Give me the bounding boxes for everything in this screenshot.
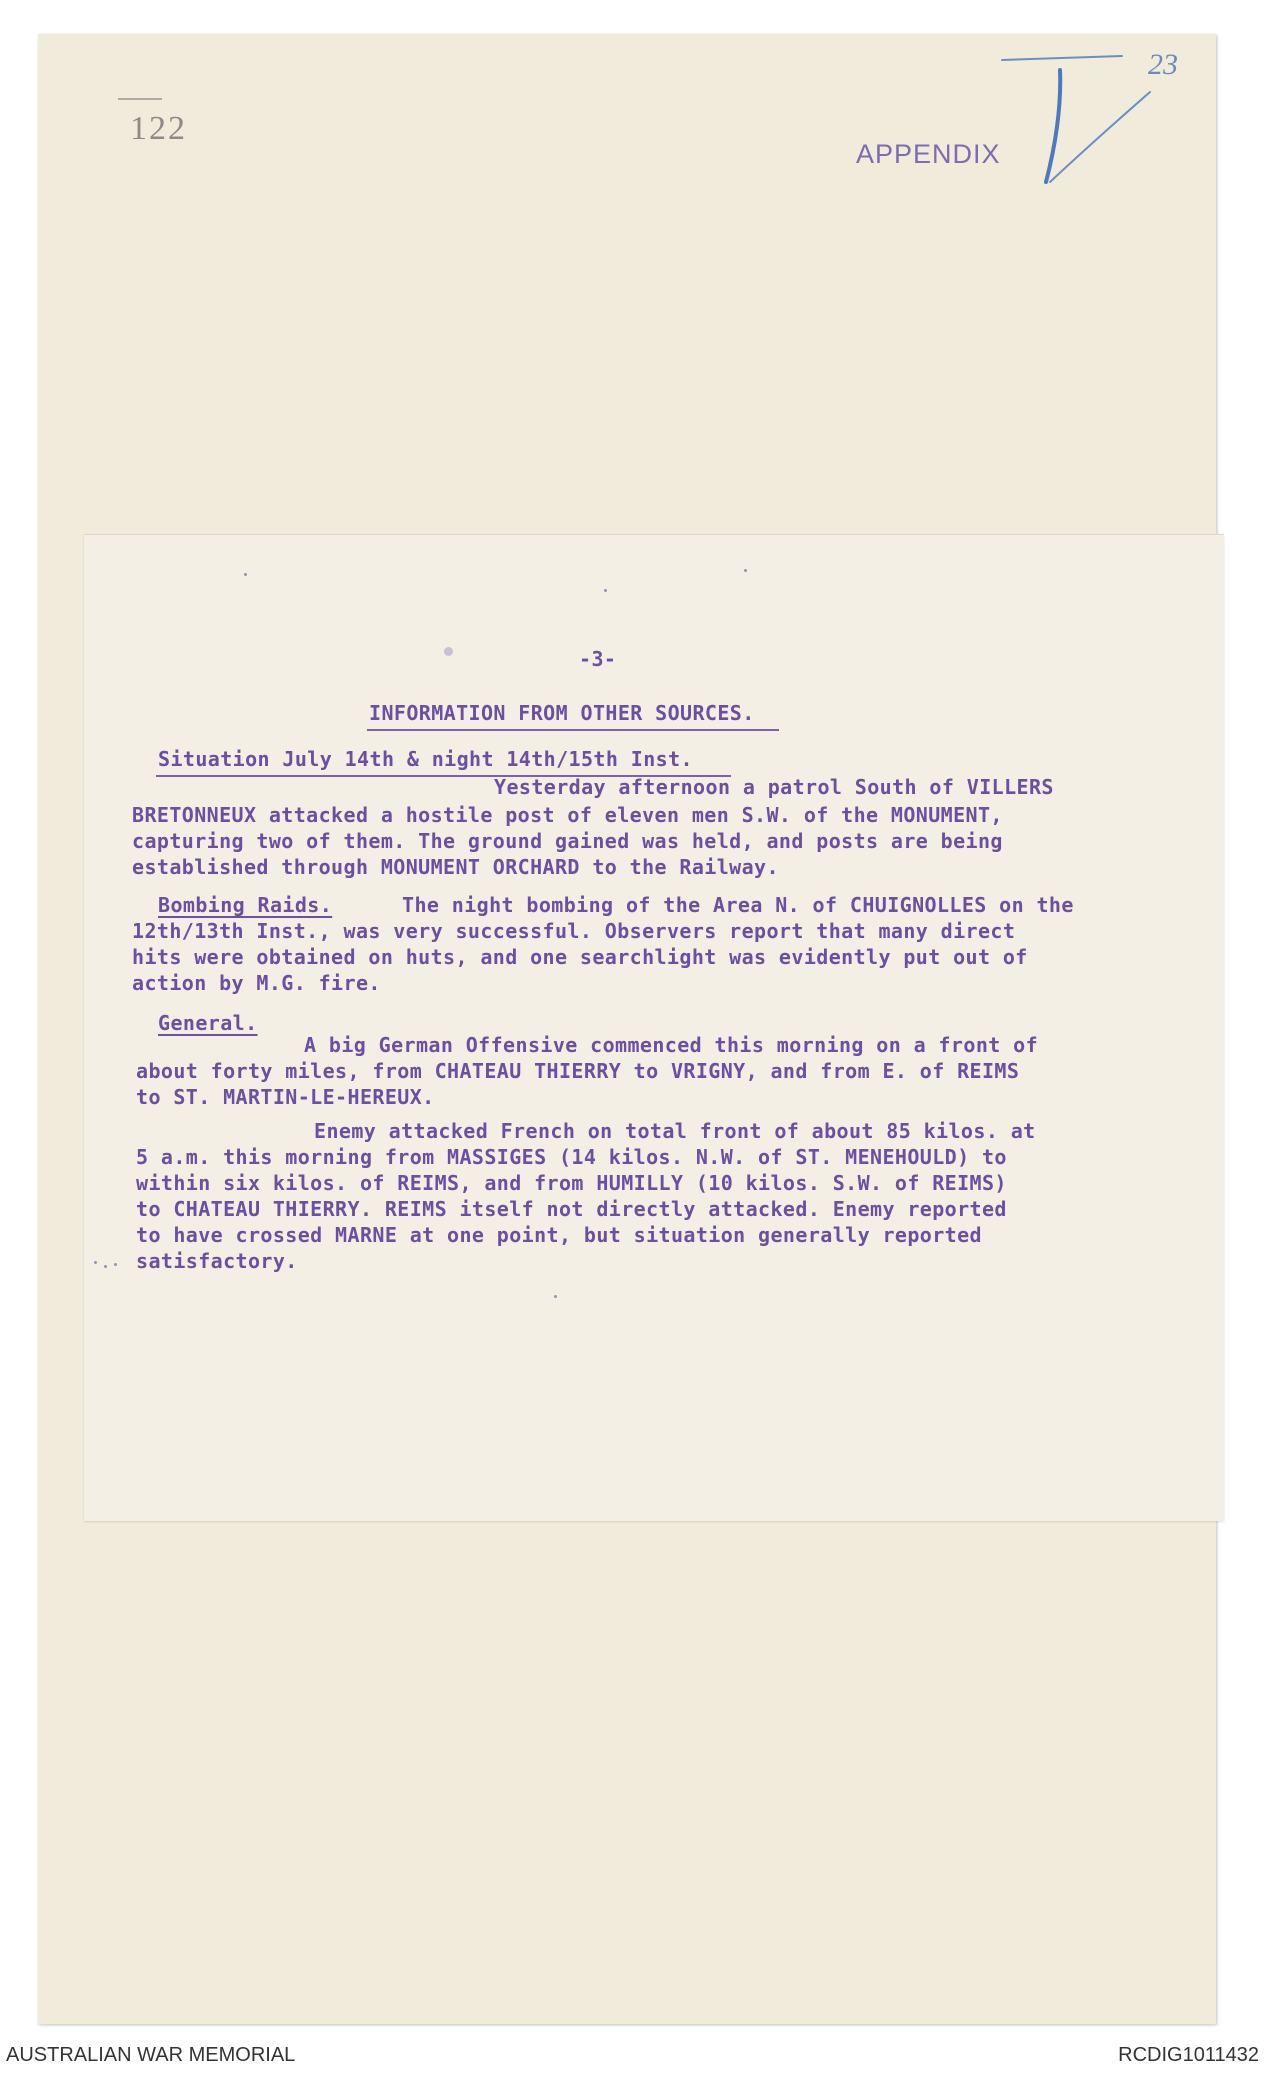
situation-line: BRETONNEUX attacked a hostile post of eleven men S.W. of the MONUMENT, [132,803,1003,827]
situation-line: Yesterday afternoon a patrol South of VILLERS [494,775,1054,799]
situation-line: established through MONUMENT ORCHARD to the Railway. [132,855,779,879]
general-line: about forty miles, from CHATEAU THIERRY to VRIGNY, and from E. of REIMS [136,1059,1020,1083]
general-line: satisfactory. [136,1249,298,1273]
ink-speck [114,1263,117,1266]
handwritten-roman-mark [1000,50,1200,190]
page-marker: -3- [579,647,617,671]
situation-title: Situation July 14th & night 14th/15th Inst. [158,747,693,771]
ink-speck [744,569,747,572]
ink-speck [554,1295,557,1298]
general-line: to ST. MARTIN-LE-HEREUX. [136,1085,435,1109]
heading-underline [367,729,779,731]
folio-dash [118,98,162,100]
bombing-line: hits were obtained on huts, and one searchlight was evidently put out of [132,945,1028,969]
bombing-title: Bombing Raids. [158,893,333,917]
bombing-line: The night bombing of the Area N. of CHUIGNOLLES on the [402,893,1074,917]
bombing-line: action by M.G. fire. [132,971,381,995]
general-line: to have crossed MARNE at one point, but situation generally reported [136,1223,982,1247]
general-line: Enemy attacked French on total front of about 85 kilos. at [314,1119,1036,1143]
ink-speck [104,1265,107,1268]
appendix-stamp: APPENDIX [856,139,1001,169]
archive-reference: RCDIG1011432 [1118,2044,1259,2066]
ink-speck [604,589,607,592]
bombing-line: 12th/13th Inst., was very successful. Observers report that many direct [132,919,1016,943]
ink-speck [244,573,247,576]
general-line: 5 a.m. this morning from MASSIGES (14 kilos. N.W. of ST. MENEHOULD) to [136,1145,1007,1169]
typed-slip [84,534,1224,1521]
general-line: within six kilos. of REIMS, and from HUMILLY (10 kilos. S.W. of REIMS) [136,1171,1007,1195]
situation-line: capturing two of them. The ground gained was held, and posts are being [132,829,1003,853]
archive-credit: AUSTRALIAN WAR MEMORIAL [6,2044,296,2066]
general-line: to CHATEAU THIERRY. REIMS itself not directly attacked. Enemy reported [136,1197,1007,1221]
ink-speck [94,1261,97,1264]
general-line: A big German Offensive commenced this morning on a front of [304,1033,1039,1057]
document-heading: INFORMATION FROM OTHER SOURCES. [369,701,755,725]
general-title: General. [158,1011,258,1035]
ink-smudge [444,647,453,656]
handwritten-page-number: 23 [1148,48,1178,81]
folio-number: 122 [130,110,187,147]
